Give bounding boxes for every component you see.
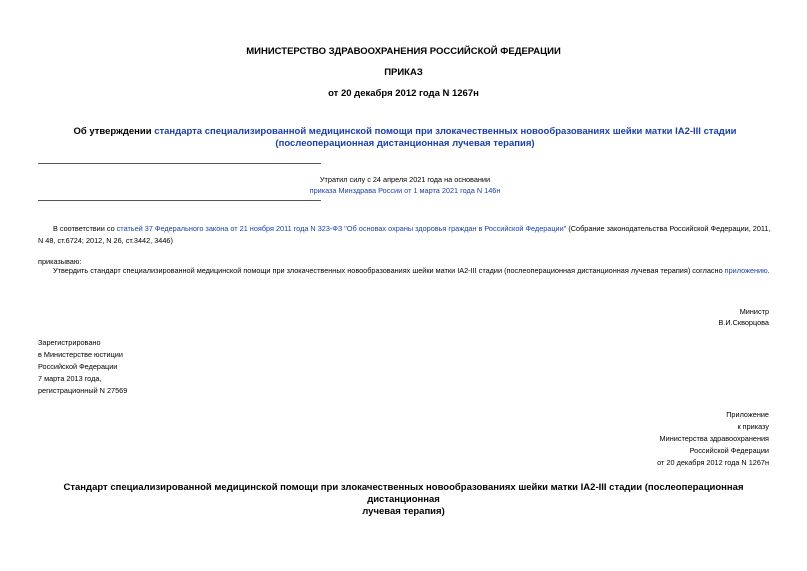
doc-type-heading: ПРИКАЗ (384, 67, 423, 78)
divider-top (38, 163, 321, 164)
ministry-heading: МИНИСТЕРСТВО ЗДРАВООХРАНЕНИЯ РОССИЙСКОЙ ФЕДЕРАЦИИ (246, 46, 561, 57)
order-paragraph (53, 265, 773, 277)
status-line-1: Утратил силу с 24 апреля 2021 года на основании (319, 175, 491, 184)
title-standard-link[interactable]: стандарта специализированной медицинской помощи при злокачественных новообразованиях шейки матки IA2-III стадии (послеоперационная дистанционная лучевая терапия) (154, 126, 737, 149)
doc-date-number: от 20 декабря 2012 года N 1267н (328, 88, 479, 99)
appendix-line-1: Приложение (726, 410, 769, 419)
registration-line-1: Зарегистрировано (38, 338, 101, 347)
registration-block (38, 337, 127, 397)
appendix-line-4: Российской Федерации (689, 446, 769, 455)
standard-title (30, 482, 777, 518)
preamble-line-2: N 48, ст.6724; 2012, N 26, ст.3442, 3446) (38, 236, 173, 245)
order-word: приказываю: (38, 257, 82, 266)
appendix-line-2: к приказу (737, 422, 769, 431)
signature-position: Министр (739, 307, 769, 316)
standard-title-line-1: Стандарт специализированной медицинской помощи при злокачественных новообразованиях шейки матки IA2-III стадии (послеоперационная дистанционная (63, 482, 744, 505)
preamble-prefix: В соответствии со (53, 224, 117, 233)
divider-bottom (38, 200, 321, 201)
appendix-line-3: Министерства здравоохранения (659, 434, 769, 443)
standard-title-line-2: лучевая терапия) (362, 506, 445, 517)
appendix-line-5: от 20 декабря 2012 года N 1267н (657, 458, 769, 467)
registration-line-4: 7 марта 2013 года, (38, 374, 102, 383)
registration-line-2: в Министерстве юстиции (38, 350, 123, 359)
status-repeal-link[interactable]: приказа Минздрава России от 1 марта 2021 года N 146н (309, 186, 501, 195)
registration-line-5: регистрационный N 27569 (38, 386, 128, 395)
registration-line-3: Российской Федерации (38, 362, 118, 371)
preamble-suffix: (Собрание законодательства Российской Федерации, 2011, (566, 224, 771, 233)
order-end: . (767, 266, 770, 275)
title-prefix: Об утверждении (73, 126, 155, 137)
document-title (40, 126, 770, 150)
appendix-link[interactable]: приложению (724, 266, 768, 275)
appendix-block (657, 409, 769, 469)
signature-name: В.И.Скворцова (718, 318, 769, 327)
preamble-paragraph (38, 223, 773, 235)
order-text: Утвердить стандарт специализированной медицинской помощи при злокачественных новообразованиях шейки матки IA2-III стадии (послеоперационная дистанционная лучевая терапия) согласно (53, 266, 725, 275)
law-article-link[interactable]: статьей 37 Федерального закона от 21 ноября 2011 года N 323-ФЗ "Об основах охраны здоровья граждан в Российской Федерации" (116, 224, 567, 233)
